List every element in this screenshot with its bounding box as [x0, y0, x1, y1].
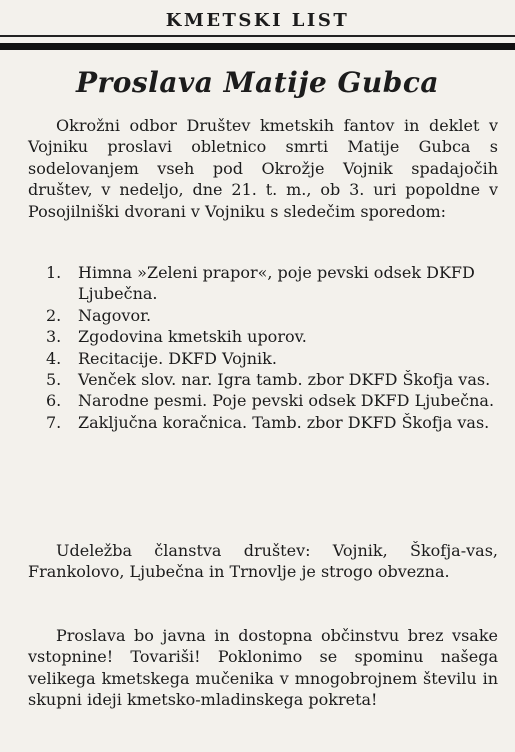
program-item-number: 1. [46, 263, 62, 282]
attendance-paragraph: Udeležba članstva društev: Vojnik, Škofja-vas, Frankolovo, Ljubečna in Trnovlje je strogo obvezna. [28, 541, 498, 582]
program-item-text: Recitacije. DKFD Vojnik. [78, 348, 277, 368]
program-item-text: Venček slov. nar. Igra tamb. zbor DKFD Škofja vas. [78, 370, 491, 390]
program-item-text: Zaključna koračnica. Tamb. zbor DKFD Škofja vas. [78, 412, 490, 432]
program-item-text: Zgodovina kmetskih uporov. [78, 327, 307, 347]
program-item-text: Nagovor. [78, 305, 152, 325]
program-item [46, 369, 498, 390]
program-item [46, 390, 498, 411]
article-headline: Proslava Matije Gubca [75, 66, 440, 99]
masthead-rule-thick [0, 43, 515, 50]
program-item-number: 6. [46, 391, 62, 411]
masthead-title: KMETSKI LIST [165, 10, 350, 31]
closing-paragraph: Proslava bo javna in dostopna občinstvu brez vsake vstopnine! Tovariši! Poklonimo se spominu našega velikega kmetskega mučenika v mnogobrojnem številu in skupni ideji kmetsko-mladinskega pokreta! [28, 626, 498, 710]
masthead [0, 0, 515, 60]
program-item [46, 348, 498, 369]
program-item [46, 305, 498, 326]
masthead-rule-thin [0, 35, 515, 37]
program-item-number: 5. [46, 370, 62, 390]
program-item-text: Narodne pesmi. Poje pevski odsek DKFD Ljubečna. [78, 391, 495, 411]
program-item [46, 412, 498, 433]
program-item [46, 326, 498, 347]
program-item-number: 4. [46, 348, 62, 368]
program-item [46, 262, 498, 305]
program-list [46, 262, 498, 433]
program-item-text: Himna »Zeleni prapor«, poje pevski odsek DKFD Ljubečna. [78, 263, 475, 304]
program-item-number: 3. [46, 327, 62, 347]
article-intro-paragraph: Okrožni odbor Društev kmetskih fantov in deklet v Vojniku proslavi obletnico smrti Matije Gubca s sodelovanjem vseh pod Okrožje Vojnik spadajočih društev, v nedeljo, dne 21. t. m., ob 3. uri popoldne v Posojilniški dvorani v Vojniku s sledečim sporedom: [28, 116, 498, 221]
program-item-number: 2. [46, 305, 62, 325]
program-item-number: 7. [46, 412, 62, 432]
